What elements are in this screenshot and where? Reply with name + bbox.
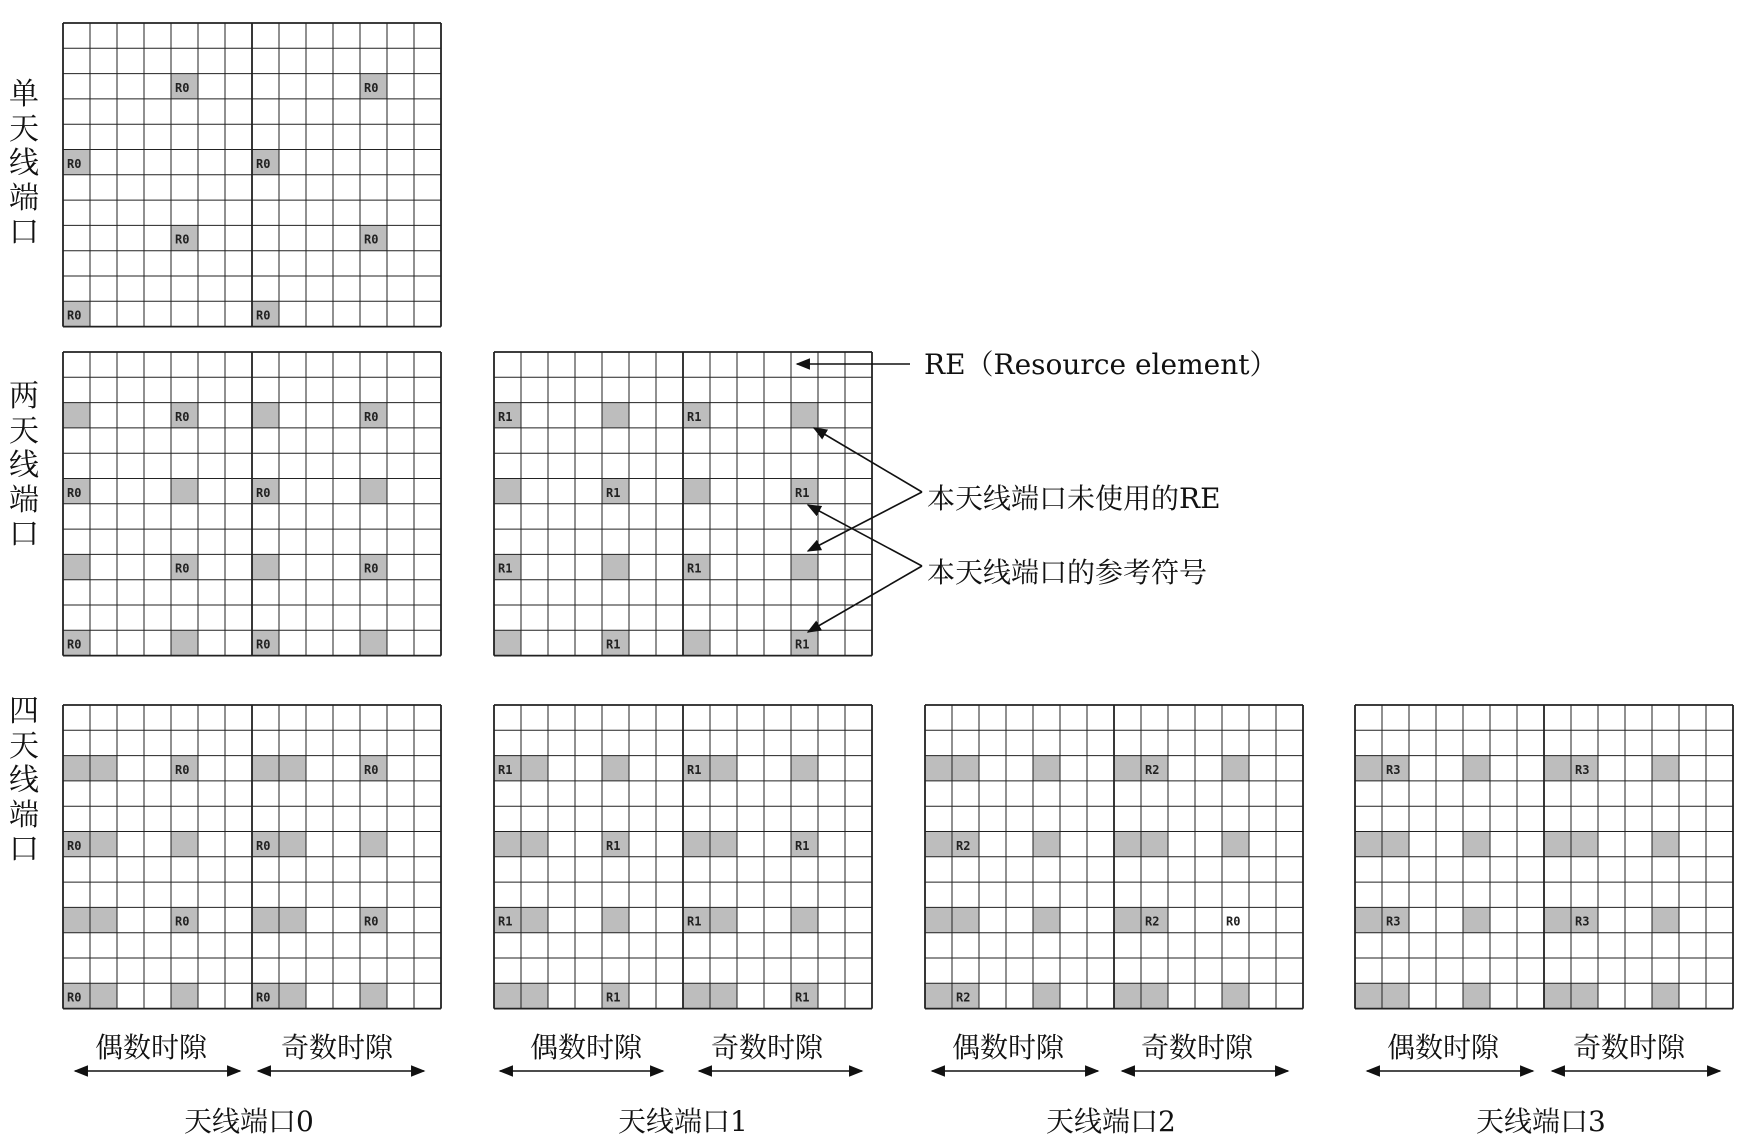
reference-symbol-label: R0 xyxy=(175,762,190,777)
reference-symbol-label: R1 xyxy=(795,838,810,853)
grid-four-port2 xyxy=(925,705,1303,1009)
resource-element-shaded xyxy=(602,756,629,781)
resource-element-shaded xyxy=(171,479,198,504)
resource-element-shaded xyxy=(63,554,90,579)
reference-symbol-label: R0 xyxy=(175,914,190,929)
resource-element-shaded xyxy=(360,479,387,504)
resource-element-shaded xyxy=(1114,907,1141,932)
resource-element-shaded xyxy=(1652,832,1679,857)
reference-symbol-label: R0 xyxy=(175,561,190,576)
resource-element-shaded xyxy=(1222,756,1249,781)
resource-element-shaded xyxy=(1033,983,1060,1008)
reference-symbol-label: R3 xyxy=(1575,762,1590,777)
resource-element-shaded xyxy=(90,756,117,781)
resource-element-shaded xyxy=(63,756,90,781)
resource-element-shaded xyxy=(1463,907,1490,932)
resource-element-shaded xyxy=(171,983,198,1008)
reference-symbol-label: R1 xyxy=(795,637,810,652)
row-label-two: 两 天 线 端 口 xyxy=(9,379,39,552)
reference-symbol-label: R0 xyxy=(364,914,379,929)
resource-element-shaded xyxy=(1355,907,1382,932)
reference-symbol-label: R0 xyxy=(256,485,271,500)
resource-element-shaded xyxy=(683,983,710,1008)
resource-element-shaded xyxy=(279,756,306,781)
resource-element-shaded xyxy=(521,832,548,857)
port-label-0: 天线端口0 xyxy=(184,1105,314,1138)
resource-element-shaded xyxy=(360,832,387,857)
resource-element-shaded xyxy=(1382,983,1409,1008)
odd-slot-label-3: 奇数时隙 xyxy=(1573,1031,1686,1064)
reference-symbol-label: R1 xyxy=(498,409,513,424)
resource-element-shaded xyxy=(279,983,306,1008)
odd-slot-label-1: 奇数时隙 xyxy=(711,1031,824,1064)
grid-four-port0 xyxy=(63,705,441,1009)
resource-element-shaded xyxy=(1382,832,1409,857)
reference-symbol-label: R2 xyxy=(1145,914,1160,929)
port-label-1: 天线端口1 xyxy=(618,1105,748,1138)
reference-symbol-label: R1 xyxy=(687,762,702,777)
annotation-re: RE（Resource element） xyxy=(924,348,1278,381)
resource-element-shaded xyxy=(1571,983,1598,1008)
resource-element-shaded xyxy=(925,983,952,1008)
reference-symbol-label: R1 xyxy=(606,637,621,652)
resource-element-shaded xyxy=(683,832,710,857)
resource-element-shaded xyxy=(521,983,548,1008)
resource-element-shaded xyxy=(63,907,90,932)
even-slot-label-0: 偶数时隙 xyxy=(95,1031,208,1064)
reference-symbol-label: R1 xyxy=(498,561,513,576)
resource-element-shaded xyxy=(360,630,387,655)
reference-symbol-label: R1 xyxy=(687,409,702,424)
resource-element-shaded xyxy=(90,907,117,932)
reference-symbol-label: R0 xyxy=(175,409,190,424)
resource-element-shaded xyxy=(1652,907,1679,932)
grid-two-port0 xyxy=(63,352,441,656)
resource-element-shaded xyxy=(360,983,387,1008)
reference-symbol-label: R0 xyxy=(1226,914,1241,929)
port-label-3: 天线端口3 xyxy=(1476,1105,1606,1138)
resource-element-shaded xyxy=(494,832,521,857)
resource-element-shaded xyxy=(1355,832,1382,857)
reference-symbol-label: R0 xyxy=(364,80,379,95)
resource-element-shaded xyxy=(279,907,306,932)
reference-symbol-label: R0 xyxy=(364,409,379,424)
resource-element-shaded xyxy=(683,630,710,655)
reference-symbol-label: R1 xyxy=(795,990,810,1005)
reference-symbol-label: R0 xyxy=(175,232,190,247)
reference-symbol-label: R1 xyxy=(606,838,621,853)
resource-element-shaded xyxy=(791,403,818,428)
annotation-reference-symbol: 本天线端口的参考符号 xyxy=(927,556,1208,589)
resource-element-shaded xyxy=(925,832,952,857)
reference-symbol-label: R0 xyxy=(67,838,82,853)
resource-element-shaded xyxy=(952,907,979,932)
resource-element-shaded xyxy=(683,479,710,504)
row-label-single: 单 天 线 端 口 xyxy=(9,77,39,250)
reference-symbol-label: R0 xyxy=(364,561,379,576)
reference-symbol-label: R0 xyxy=(67,485,82,500)
reference-symbol-label: R0 xyxy=(256,990,271,1005)
resource-element-shaded xyxy=(1652,756,1679,781)
resource-element-shaded xyxy=(1544,907,1571,932)
resource-element-shaded xyxy=(521,756,548,781)
resource-element-shaded xyxy=(952,756,979,781)
row-label-four: 四 天 线 端 口 xyxy=(9,694,39,867)
resource-element-shaded xyxy=(171,630,198,655)
even-slot-label-2: 偶数时隙 xyxy=(952,1031,1065,1064)
grid-four-port3 xyxy=(1355,705,1733,1009)
resource-element-shaded xyxy=(63,403,90,428)
reference-symbol-label: R1 xyxy=(687,914,702,929)
grid-single-port0 xyxy=(63,23,441,327)
resource-element-shaded xyxy=(1141,983,1168,1008)
resource-element-shaded xyxy=(252,756,279,781)
odd-slot-label-2: 奇数时隙 xyxy=(1141,1031,1254,1064)
reference-symbol-label: R0 xyxy=(256,156,271,171)
resource-element-shaded xyxy=(1033,756,1060,781)
resource-element-shaded xyxy=(494,983,521,1008)
resource-element-shaded xyxy=(90,832,117,857)
even-slot-label-3: 偶数时隙 xyxy=(1387,1031,1500,1064)
resource-element-shaded xyxy=(171,832,198,857)
resource-element-shaded xyxy=(1114,832,1141,857)
reference-symbol-label: R1 xyxy=(606,990,621,1005)
resource-element-shaded xyxy=(1544,832,1571,857)
reference-symbol-label: R0 xyxy=(67,637,82,652)
resource-element-shaded xyxy=(1355,756,1382,781)
resource-element-shaded xyxy=(494,630,521,655)
resource-element-shaded xyxy=(279,832,306,857)
resource-element-shaded xyxy=(1544,983,1571,1008)
resource-element-shaded xyxy=(791,756,818,781)
reference-symbol-label: R1 xyxy=(498,762,513,777)
resource-element-shaded xyxy=(710,983,737,1008)
odd-slot-label-0: 奇数时隙 xyxy=(281,1031,394,1064)
resource-element-shaded xyxy=(602,403,629,428)
reference-symbol-label: R0 xyxy=(364,762,379,777)
reference-symbol-label: R0 xyxy=(256,308,271,323)
reference-symbol-label: R3 xyxy=(1386,762,1401,777)
resource-element-shaded xyxy=(1463,756,1490,781)
grid-two-port1 xyxy=(494,352,872,656)
resource-element-shaded xyxy=(1114,756,1141,781)
reference-symbol-label: R0 xyxy=(67,308,82,323)
reference-symbol-label: R1 xyxy=(606,485,621,500)
resource-element-shaded xyxy=(710,832,737,857)
resource-element-shaded xyxy=(1544,756,1571,781)
resource-element-shaded xyxy=(710,756,737,781)
resource-element-shaded xyxy=(1141,832,1168,857)
grid-four-port1 xyxy=(494,705,872,1009)
resource-element-shaded xyxy=(602,907,629,932)
resource-element-shaded xyxy=(494,479,521,504)
resource-element-shaded xyxy=(90,983,117,1008)
resource-element-shaded xyxy=(1463,832,1490,857)
resource-element-shaded xyxy=(602,554,629,579)
reference-symbol-label: R2 xyxy=(1145,762,1160,777)
resource-element-shaded xyxy=(1463,983,1490,1008)
resource-element-shaded xyxy=(252,403,279,428)
resource-element-shaded xyxy=(252,554,279,579)
reference-symbol-label: R3 xyxy=(1575,914,1590,929)
reference-symbol-label: R2 xyxy=(956,990,971,1005)
resource-element-shaded xyxy=(1114,983,1141,1008)
reference-symbol-label: R0 xyxy=(364,232,379,247)
port-label-2: 天线端口2 xyxy=(1046,1105,1176,1138)
resource-element-shaded xyxy=(791,907,818,932)
reference-symbol-label: R2 xyxy=(956,838,971,853)
resource-element-shaded xyxy=(1222,983,1249,1008)
resource-element-shaded xyxy=(925,756,952,781)
resource-element-shaded xyxy=(925,907,952,932)
reference-symbol-label: R1 xyxy=(687,561,702,576)
even-slot-label-1: 偶数时隙 xyxy=(530,1031,643,1064)
reference-symbol-label: R0 xyxy=(256,838,271,853)
annotation-unused-re: 本天线端口未使用的RE xyxy=(927,482,1221,515)
reference-symbol-label: R1 xyxy=(795,485,810,500)
resource-element-shaded xyxy=(1222,832,1249,857)
reference-symbol-label: R0 xyxy=(175,80,190,95)
resource-element-shaded xyxy=(1652,983,1679,1008)
resource-element-shaded xyxy=(1033,907,1060,932)
resource-element-shaded xyxy=(1033,832,1060,857)
resource-element-shaded xyxy=(1355,983,1382,1008)
resource-element-shaded xyxy=(710,907,737,932)
resource-element-shaded xyxy=(252,907,279,932)
reference-symbol-label: R0 xyxy=(67,990,82,1005)
resource-element-shaded xyxy=(521,907,548,932)
resource-element-shaded xyxy=(791,554,818,579)
reference-symbol-label: R1 xyxy=(498,914,513,929)
reference-symbol-label: R3 xyxy=(1386,914,1401,929)
reference-symbol-label: R0 xyxy=(67,156,82,171)
resource-element-shaded xyxy=(1571,832,1598,857)
reference-symbol-label: R0 xyxy=(256,637,271,652)
